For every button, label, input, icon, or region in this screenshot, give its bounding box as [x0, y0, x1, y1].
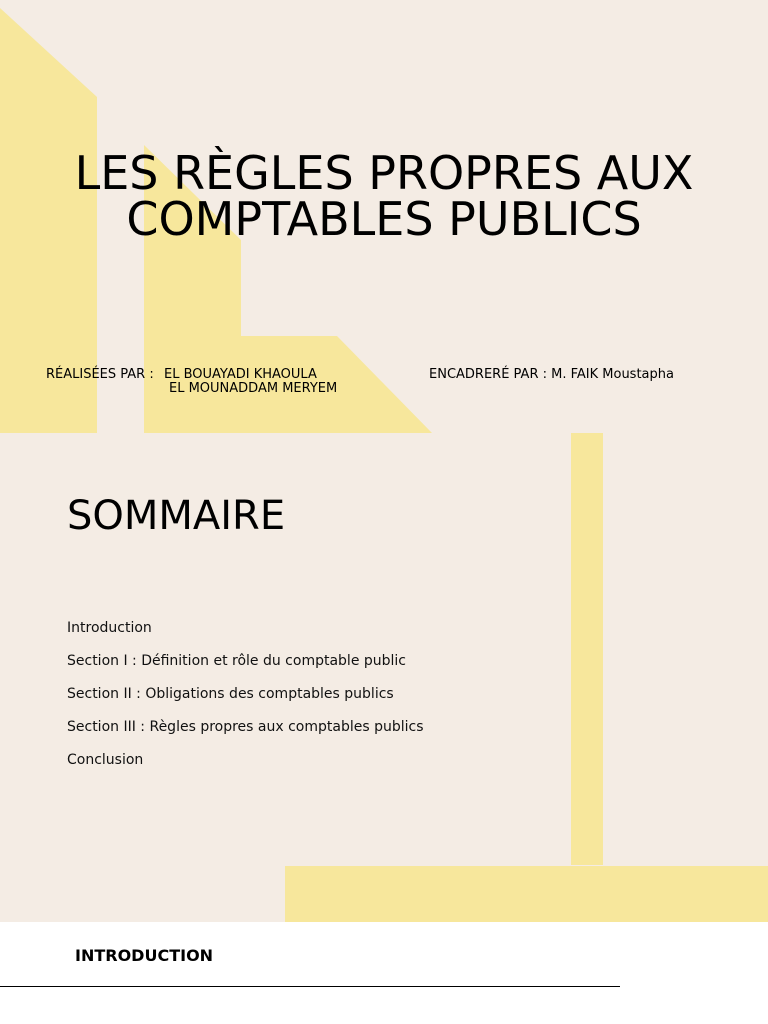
toc-item: Section III : Règles propres aux comptables publics — [67, 719, 424, 735]
introduction-heading: INTRODUCTION — [75, 946, 214, 965]
toc-item: Introduction — [67, 620, 152, 636]
author-name: EL BOUAYADI KHAOULA — [164, 367, 317, 382]
title-line-1: LES RÈGLES PROPRES AUX — [74, 146, 694, 200]
deco-vertical-bar — [571, 433, 603, 865]
toc-item: Section II : Obligations des comptables publics — [67, 686, 394, 702]
supervisor-credit: ENCADRERÉ PAR : M. FAIK Moustapha — [429, 367, 674, 382]
horizontal-rule — [0, 986, 620, 987]
title-line-2: COMPTABLES PUBLICS — [126, 192, 642, 246]
toc-item: Section I : Définition et rôle du comptable public — [67, 653, 407, 669]
document-title — [0, 146, 768, 246]
toc-item: Conclusion — [67, 752, 144, 768]
table-of-contents — [67, 618, 424, 783]
author-name: EL MOUNADDAM MERYEM — [169, 381, 338, 396]
deco-bottom-bar — [285, 866, 768, 922]
summary-title: SOMMAIRE — [67, 493, 286, 539]
authors-label: RÉALISÉES PAR : — [46, 367, 154, 382]
